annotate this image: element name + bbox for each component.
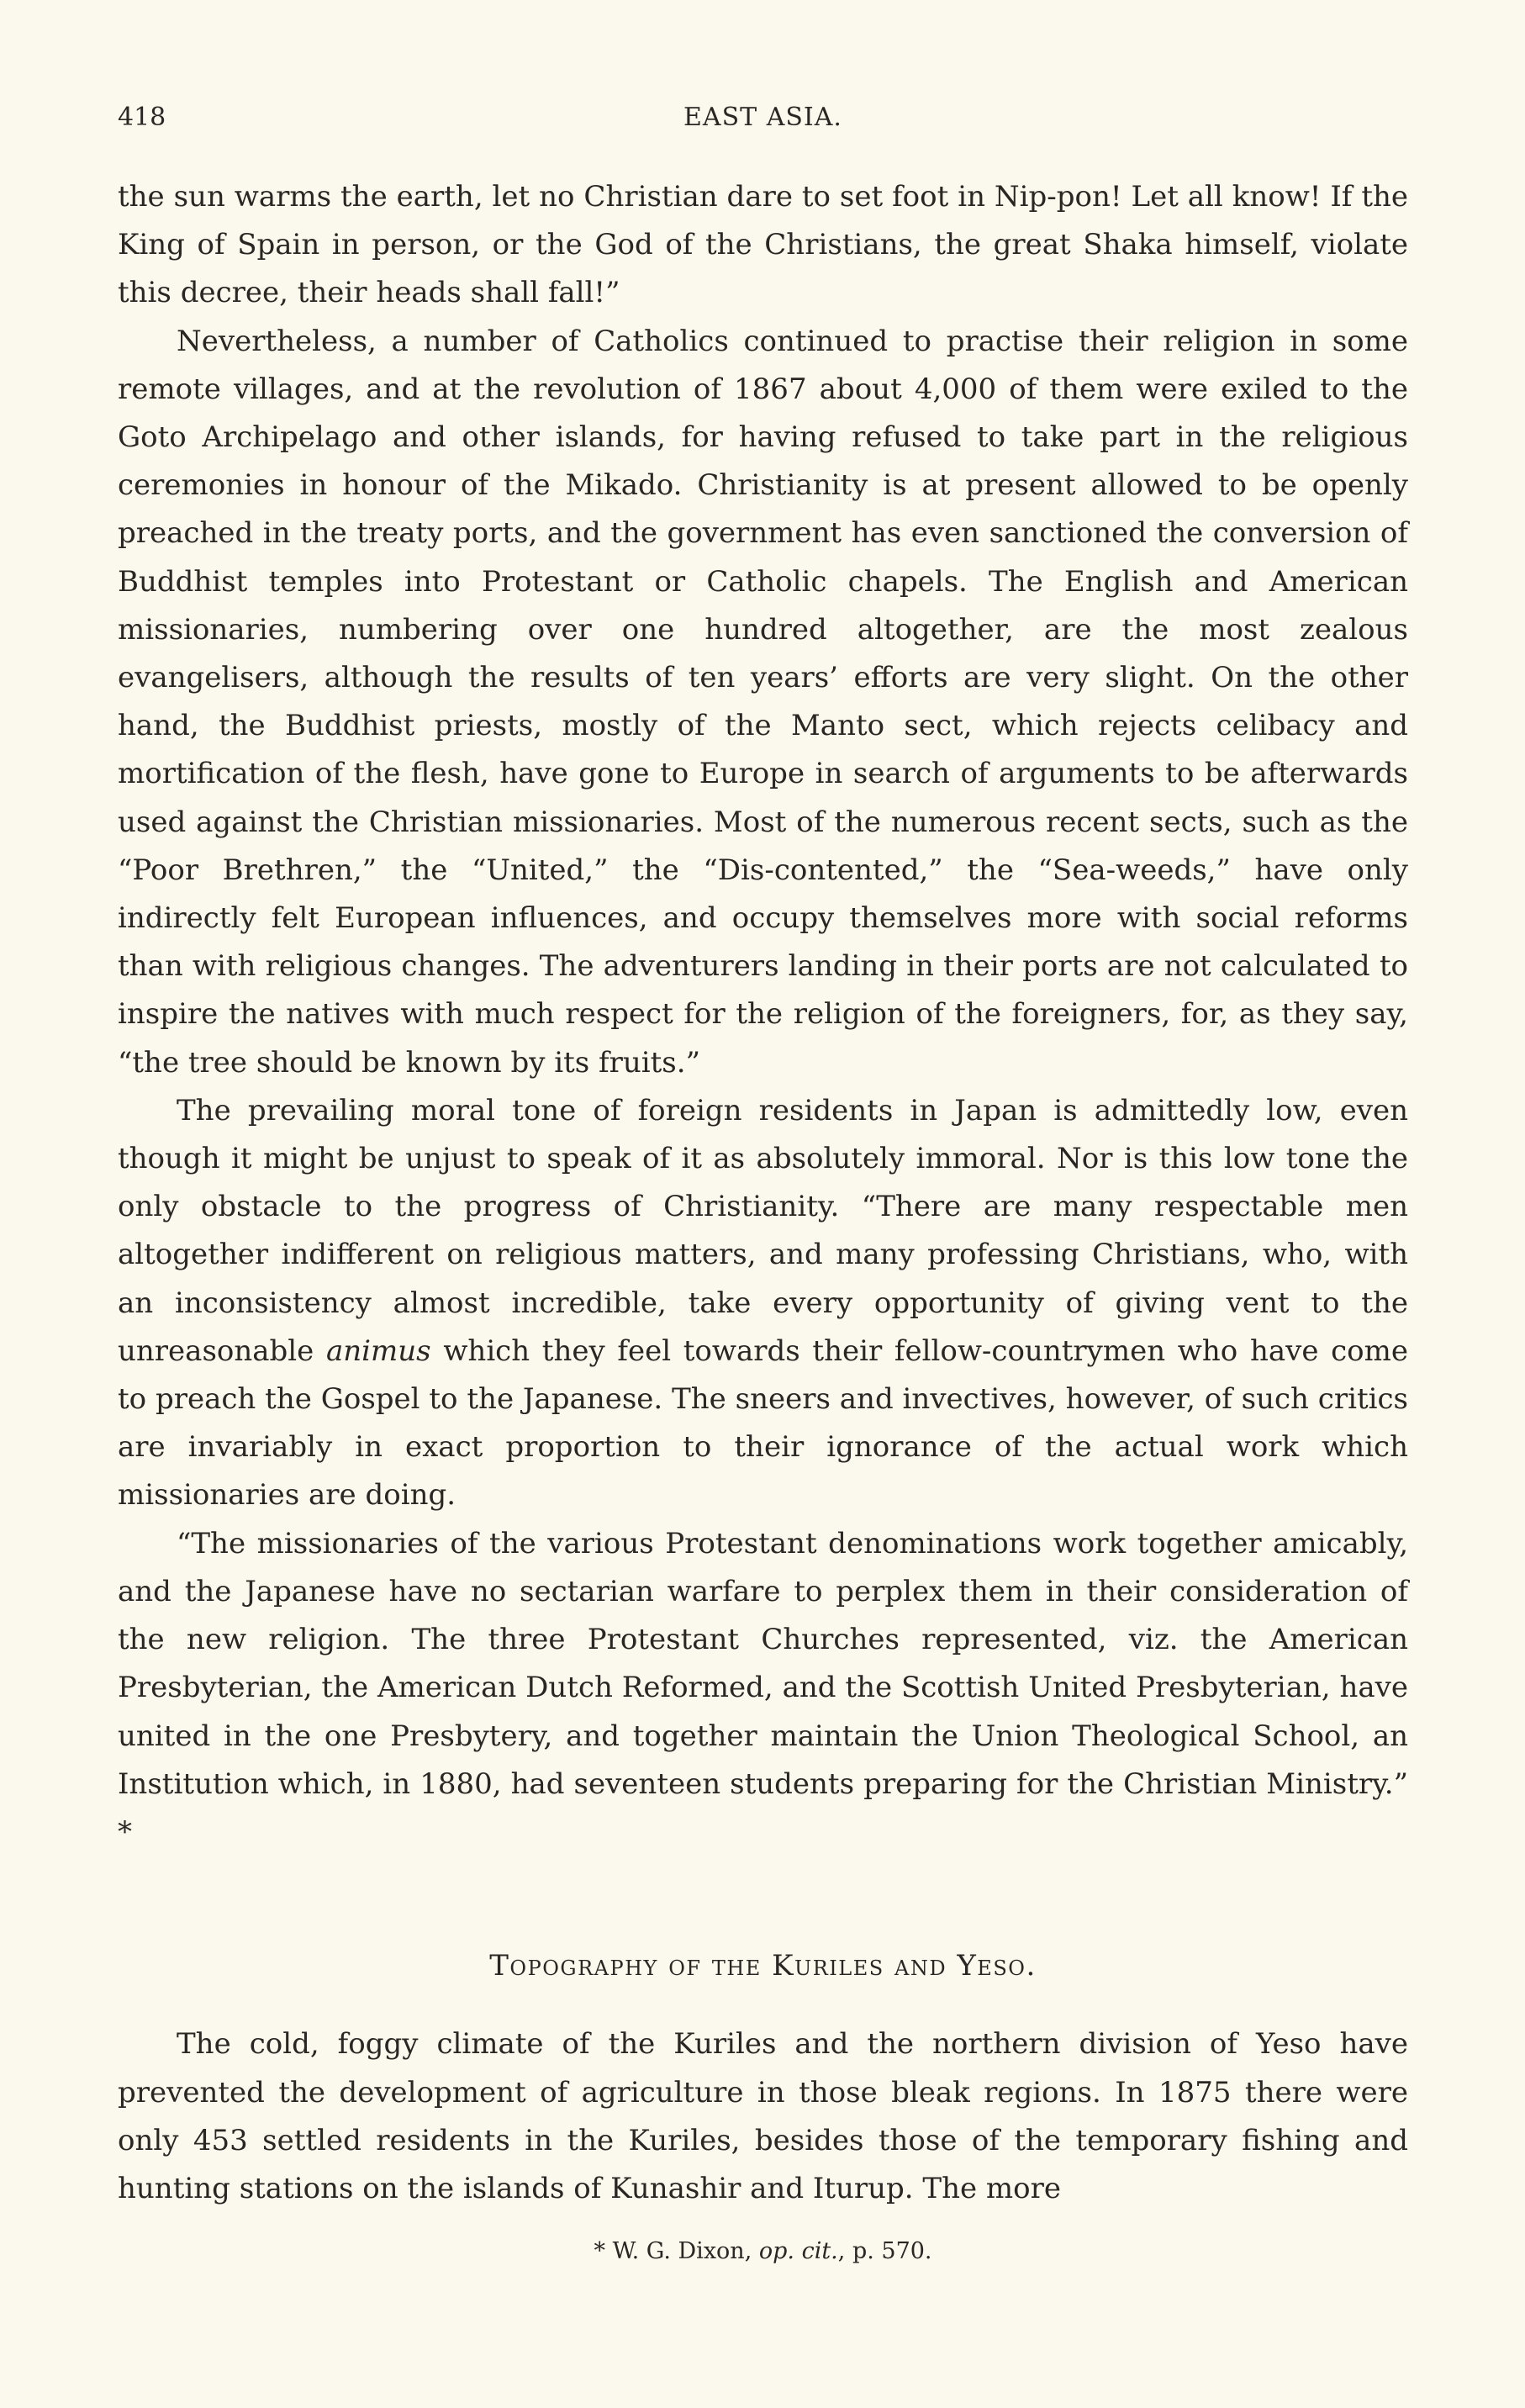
footnote: [118, 2238, 1408, 2264]
running-title: EAST ASIA.: [683, 103, 842, 132]
footnote-page: , p. 570.: [837, 2238, 932, 2264]
paragraph-continuation: the sun warms the earth, let no Christian dare to set foot in Nip-pon! Let all know! If the King of Spain in person, or the God of the Christians, the great Shaka himself, violate this decree, their heads shall fall!”: [118, 180, 1408, 310]
paragraph-missionaries-quote: “The missionaries of the various Protestant denominations work together amicably, and the Japanese have no sectarian warfare to perplex them in their consideration of the new religion. The three Protestant Churches represented, viz. the American Presbyterian, the American Dutch Reformed, and the Scottish United Presbyterian, have united in the one Presbytery, and together maintain the Union Theological School, an Institution which, in 1880, had seventeen students preparing for the Christian Ministry.” *: [118, 1526, 1408, 1849]
paragraph-moral-tone: [118, 1087, 1408, 1520]
page-number: 418: [118, 103, 166, 132]
running-head: [118, 103, 1408, 136]
paragraph-catholics: Nevertheless, a number of Catholics continued to practise their religion in some remote villages, and at the revolution of 1867 about 4,000 of them were exiled to the Goto Archipelago and other islands, for having refused to take part in the religious ceremonies in honour of the Mikado. Christianity is at present allowed to be openly preached in the treaty ports, and the government has even sanctioned the conversion of Buddhist temples into Protestant or Catholic chapels. The English and American missionaries, numbering over one hundred altogether, are the most zealous evangelisers, although the results of ten years’ efforts are very slight. On the other hand, the Buddhist priests, mostly of the Manto sect, which rejects celibacy and mortification of the flesh, have gone to Europe in search of arguments to be afterwards used against the Christian missionaries. Most of the numerous recent sects, such as the “Poor Brethren,” the “United,” the “Dis-contented,” the “Sea-weeds,” have only indirectly felt European influences, and occupy themselves more with social reforms than with religious changes. The adventurers landing in their ports are not calculated to inspire the natives with much respect for the religion of the foreigners, for, as they say, “the tree should be known by its fruits.”: [118, 324, 1408, 1080]
footnote-citation: op. cit.: [758, 2238, 838, 2264]
paragraph-moral-tone-part2: which they feel towards their fellow-countrymen who have come to preach the Gospel to the Japanese. The sneers and invectives, however, of such critics are invariably in exact proportion to their ignorance of the actual work which missionaries are doing.: [118, 1333, 1408, 1513]
paragraph-moral-tone-part1: The prevailing moral tone of foreign residents in Japan is admittedly low, even though it might be unjust to speak of it as absolutely immoral. Nor is this low tone the only obstacle to the progress of Christianity. “There are many respectable men altogether indifferent on religious matters, and many professing Christians, who, with an inconsistency almost incredible, take every opportunity of giving vent to the unreasonable: [118, 1093, 1408, 1368]
section-heading: Topography of the Kuriles and Yeso.: [489, 1949, 1037, 1983]
italic-animus: animus: [325, 1333, 431, 1368]
footnote-author: * W. G. Dixon,: [594, 2238, 752, 2264]
paragraph-climate: The cold, foggy climate of the Kuriles and the northern division of Yeso have prevented the development of agriculture in those bleak regions. In 1875 there were only 453 settled residents in the Kuriles, besides those of the temporary fishing and hunting stations on the islands of Kunashir and Iturup. The more: [118, 2027, 1408, 2205]
body-text: [118, 173, 1408, 2213]
